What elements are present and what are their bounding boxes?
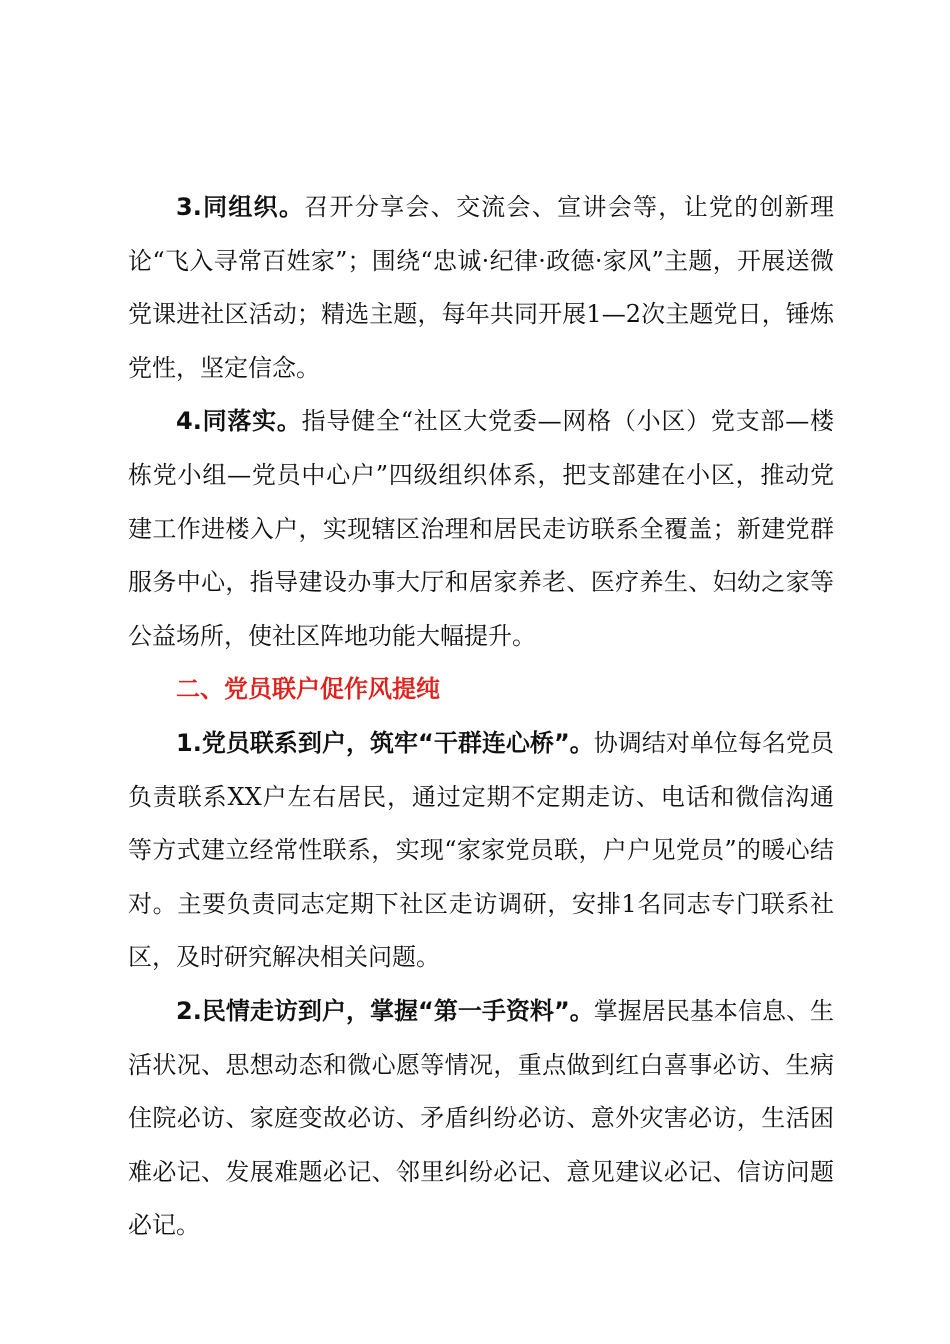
paragraph-text: 协调结对单位每名党员负责联系XX户左右居民，通过定期不定期走访、电话和微信沟通等方式建立经常性联系，实现“家家党员联，户户见党员”的暖心结对。主要负责同志定期下社区走访调研，安排1名同志专门联系社区，及时研究解决相关问题。 — [128, 728, 834, 972]
paragraph-lead: 2.民情走访到户，掌握“第一手资料”。 — [176, 996, 594, 1025]
paragraph-text: 指导健全“社区大党委—网格（小区）党支部—楼栋党小组—党员中心户”四级组织体系，把支部建在小区，推动党建工作进楼入户，实现辖区治理和居民走访联系全覆盖；新建党群服务中心，指导建设办事大厅和居家养老、医疗养生、妇幼之家等公益场所，使社区阵地功能大幅提升。 — [128, 407, 834, 650]
paragraph-lead: 1.党员联系到户，筑牢“干群连心桥”。 — [176, 728, 594, 757]
paragraph-text: 召开分享会、交流会、宣讲会等，让党的创新理论“飞入寻常百姓家”；围绕“忠诚·纪律·政德·家风”主题，开展送微党课进社区活动；精选主题，每年共同开展1—2次主题党日，锤炼党性，坚定信念。 — [128, 193, 835, 382]
paragraph-text: 掌握居民基本信息、生活状况、思想动态和微心愿等情况，重点做到红白喜事必访、生病住院必访、家庭变故必访、矛盾纠纷必访、意外灾害必访，生活困难必记、发展难题必记、邻里纠纷必记、意见建议必记、信访问题必记。 — [128, 996, 834, 1240]
paragraph-members-contact — [128, 717, 834, 985]
document-body — [128, 181, 834, 1253]
paragraph-lead: 3.同组织。 — [176, 193, 305, 221]
paragraph-same-organization — [128, 181, 834, 395]
section-heading: 二、党员联户促作风提纯 — [176, 675, 440, 704]
paragraph-lead: 4.同落实。 — [176, 407, 302, 436]
paragraph-visits — [128, 985, 834, 1253]
paragraph-same-implementation — [128, 395, 834, 663]
